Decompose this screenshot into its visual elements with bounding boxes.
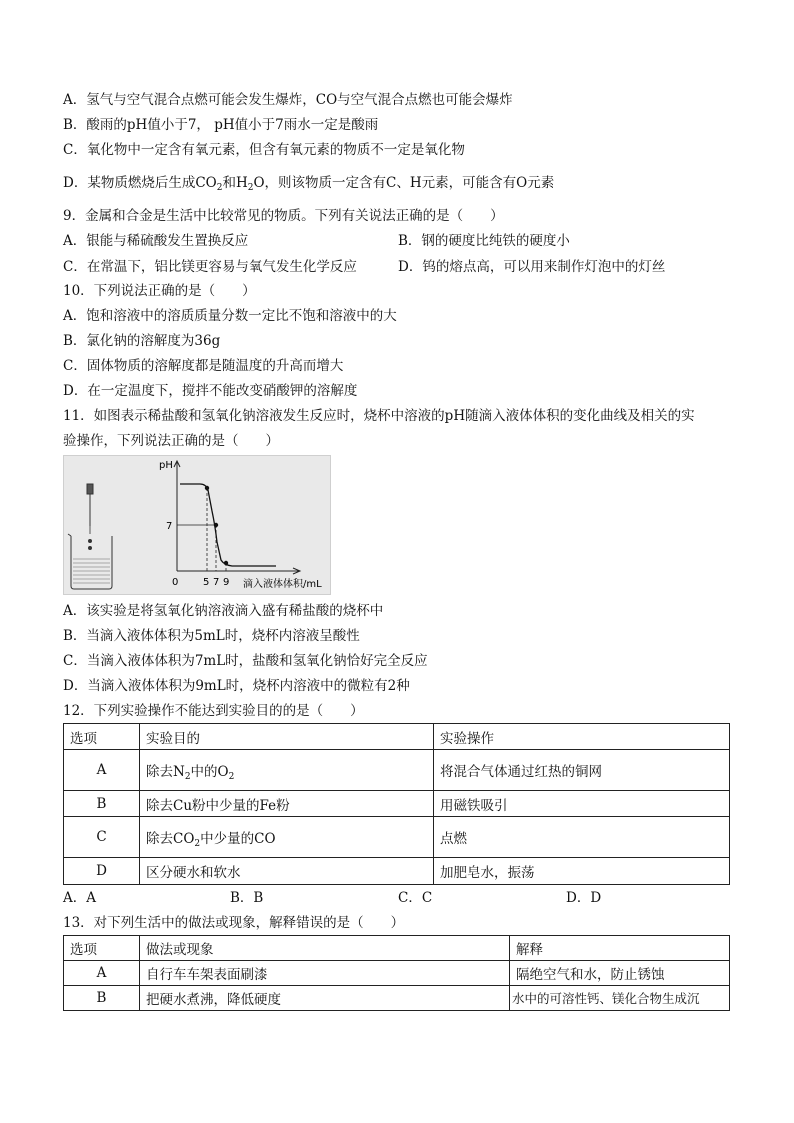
q11-option-c: C．当滴入液体体积为7mL时，盐酸和氢氧化钠恰好完全反应 [63,653,428,669]
q13-row-b-reason: 水中的可溶性钙、镁化合物生成沉 [510,986,730,1011]
ph-curve-figure [63,455,331,595]
q13-table [63,935,730,1011]
beaker-spout [68,534,71,536]
q10-option-c: C．固体物质的溶解度都是随温度的升高而增大 [63,358,344,374]
q11-stem-line2: 验操作，下列说法正确的是（ ） [63,433,279,449]
q12-row-d-option: D [64,858,140,885]
q12-answer-c: C．C [398,890,433,906]
q11-stem-line1: 11．如图表示稀盐酸和氢氧化钠溶液发生反应时，烧杯中溶液的pH随滴入液体体积的变化曲线及相关的实 [63,408,695,424]
q12-header-row [64,724,730,750]
q13-header-row [64,936,730,961]
table-row [64,817,730,858]
table-row [64,961,730,986]
beaker-outline [71,536,112,589]
dropper-bulb [87,484,93,494]
q12-row-c-option: C [64,817,140,858]
table-row [64,791,730,817]
q8-option-c: C．氧化物中一定含有氧元素，但含有氧元素的物质不一定是氧化物 [63,142,465,158]
q12-row-c-operation: 点燃 [434,817,730,858]
drop-1 [89,540,92,543]
q12-stem: 12．下列实验操作不能达到实验目的的是（ ） [63,703,364,719]
point-7ml [214,523,218,527]
q8-option-d: D．某物质燃烧后生成$CO_2$和$H_2O$，则该物质一定含有C、H元素，可能含有O元素 [63,175,555,193]
ph-curve-svg [64,456,330,594]
q11-option-d: D．当滴入液体体积为9mL时，烧杯内溶液中的微粒有2种 [63,678,410,694]
q10-option-b: B．氯化钠的溶解度为36g [63,333,221,349]
point-5ml [205,486,209,490]
q12-row-d-operation: 加肥皂水，振荡 [434,858,730,885]
q12-table [63,723,730,885]
q11-option-a: A．该实验是将氢氧化钠溶液滴入盛有稀盐酸的烧杯中 [63,603,384,619]
q9-option-a: A．银能与稀硫酸发生置换反应 [63,233,249,249]
q12-row-c-goal: 除去$CO_2$中少量的CO [140,817,434,858]
q12-header-operation: 实验操作 [434,724,730,750]
table-row [64,986,730,1011]
q12-header-option: 选项 [64,724,140,750]
q10-stem: 10．下列说法正确的是（ ） [63,283,256,299]
q13-row-a-option: A [64,961,140,986]
q9-option-c: C．在常温下，铝比镁更容易与氧气发生化学反应 [63,259,357,275]
q12-row-d-goal: 区分硬水和软水 [140,858,434,885]
xtick-7: 7 [213,577,220,588]
x-axis-label: 滴入液体体积/mL [243,579,322,590]
q13-stem: 13．对下列生活中的做法或现象，解释错误的是（ ） [63,915,405,931]
q13-header-option: 选项 [64,936,140,961]
q12-answer-a: A．A [63,890,96,906]
xtick-5: 5 [203,577,210,588]
q9-option-b: B．钢的硬度比纯铁的硬度小 [398,233,570,249]
q13-header-reason: 解释 [510,936,730,961]
chart-axes [174,461,300,574]
q13-row-b-practice: 把硬水煮沸，降低硬度 [140,986,510,1011]
q9-option-d: D．钨的熔点高，可以用来制作灯泡中的灯丝 [398,259,666,275]
table-row [64,750,730,791]
q13-row-a-reason: 隔绝空气和水，防止锈蚀 [510,961,730,986]
q13-row-b-option: B [64,986,140,1011]
drop-2 [89,547,92,550]
q12-row-b-operation: 用磁铁吸引 [434,791,730,817]
xtick-9: 9 [223,577,230,588]
ytick-7: 7 [166,521,173,532]
q13-row-a-practice: 自行车车架表面刷漆 [140,961,510,986]
q12-row-a-operation: 将混合气体通过红热的铜网 [434,750,730,791]
beaker-liquid [73,559,110,583]
xtick-0: 0 [172,577,179,588]
q13-header-practice: 做法或现象 [140,936,510,961]
y-axis-label: pH [159,460,173,471]
q12-row-a-option: A [64,750,140,791]
q8-option-b: B．酸雨的pH值小于7， pH值小于7雨水一定是酸雨 [63,117,379,133]
q10-option-d: D．在一定温度下，搅拌不能改变硝酸钾的溶解度 [63,383,358,399]
q11-option-b: B．当滴入液体体积为5mL时，烧杯内溶液呈酸性 [63,628,360,644]
table-row [64,858,730,885]
point-9ml [224,561,228,565]
q9-stem: 9．金属和合金是生活中比较常见的物质。下列有关说法正确的是（ ） [63,208,504,224]
beaker-dropper-illustration [68,484,112,589]
q12-row-a-goal: 除去$N_2$中的$O_2$ [140,750,434,791]
q8-option-a: A．氢气与空气混合点燃可能会发生爆炸，CO与空气混合点燃也可能会爆炸 [63,92,513,108]
q12-answer-d: D．D [566,890,602,906]
q10-option-a: A．饱和溶液中的溶质质量分数一定比不饱和溶液中的大 [63,308,397,324]
q12-row-b-goal: 除去Cu粉中少量的Fe粉 [140,791,434,817]
q12-header-goal: 实验目的 [140,724,434,750]
q12-row-b-option: B [64,791,140,817]
q12-answer-b: B．B [230,890,264,906]
